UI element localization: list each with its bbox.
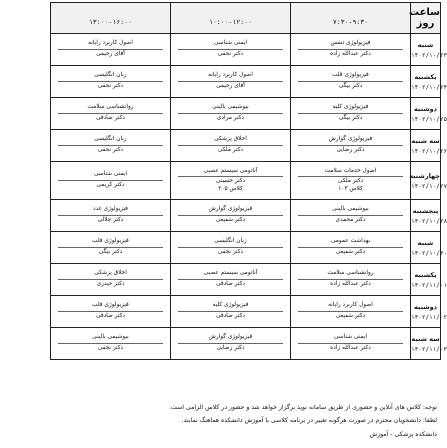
lesson-cell — [171, 328, 291, 360]
teacher-name: دکتر شفیعی — [335, 313, 366, 319]
teacher-name: دکتر عبدالله زاده — [330, 281, 371, 287]
course-name: ایمنی شناسی — [58, 171, 163, 181]
course-name: فیزیولوژی قلب — [58, 238, 163, 248]
teacher-name: دکتر رضایی — [336, 147, 365, 153]
teacher-name: دکتر نجفی — [97, 83, 124, 89]
course-name: اصول کاربرد رایانه — [178, 72, 283, 82]
schedule-row — [51, 296, 441, 328]
day-name: سه شنبه — [411, 334, 440, 343]
lesson-cell — [171, 34, 291, 66]
lesson-cell — [291, 232, 411, 264]
day-name: چهارشنبه — [409, 171, 440, 180]
day-date: ۱۴۰۲/۱۰/۲۳ — [411, 51, 447, 59]
course-name: فیزیولوژی گوارش — [298, 136, 403, 146]
note-line: دانشکده پزشکی - آموزش — [369, 430, 437, 438]
teacher-name: دکتر ملکی — [337, 178, 364, 185]
note-line: توجه: کلاس های آنلاین و حضوری از طریق سامانه نوید برگزار خواهد شد و حضور در کلاس الزامی است. — [169, 404, 437, 411]
course-name: بیوشیمی بالینی — [178, 104, 283, 114]
day-cell — [411, 98, 447, 130]
schedule-table — [50, 2, 447, 360]
day-cell — [411, 66, 447, 98]
day-cell — [411, 34, 447, 66]
day-date: ۱۴۰۲/۱۱/۰۳ — [411, 345, 447, 353]
teacher-name: دکتر نجفی — [217, 51, 244, 57]
teacher-name: دکتر بیگی — [338, 83, 363, 89]
note-line: لطفا: دانشجویان محترم در صورت هرگونه تغییر در برنامه کلاسی با آموزش دانشکده هماهنگ نمایند. — [181, 417, 437, 425]
schedule-row — [51, 232, 441, 264]
course-name: زبان انگلیسی — [58, 136, 163, 146]
schedule-row — [51, 34, 441, 66]
teacher-name: دکتر حسینی — [215, 178, 246, 185]
teacher-name: دکتر کریمی — [96, 182, 125, 188]
lesson-cell — [171, 264, 291, 296]
room-name: کلاس ۲۰۵ — [218, 185, 243, 192]
header-slot: ۱۰:۰۰-۱۲:۰۰ — [171, 3, 291, 34]
lesson-cell — [291, 296, 411, 328]
day-date: ۱۴۰۲/۱۰/۳۰ — [411, 249, 447, 257]
lesson-cell — [171, 200, 291, 232]
day-cell — [409, 162, 447, 200]
course-name: فیزیولوژی تنفس — [298, 40, 403, 50]
course-name: فیزیولوژی کلیه — [178, 302, 283, 312]
course-name: زبان انگلیسی — [178, 238, 283, 248]
teacher-name: دکتر بیگی — [338, 115, 363, 121]
teacher-name: دکتر صادقی — [95, 313, 125, 319]
lesson-cell — [51, 232, 171, 264]
day-cell — [411, 264, 447, 296]
day-date: ۱۴۰۲/۱۰/۲۸ — [411, 217, 447, 225]
lesson-cell — [291, 66, 411, 98]
lesson-cell — [291, 162, 411, 200]
lesson-cell — [51, 200, 171, 232]
course-name: زبان انگلیسی — [58, 72, 163, 82]
lesson-cell — [51, 66, 171, 98]
teacher-name: دکتر شفیعی — [335, 249, 366, 255]
teacher-name: دکتر ملکی — [217, 147, 244, 153]
day-date: ۱۴۰۲/۱۱/۰۱ — [411, 281, 447, 289]
schedule-row — [51, 328, 441, 360]
lesson-cell — [171, 296, 291, 328]
day-date: ۱۴۰۲/۱۰/۲۵ — [411, 115, 447, 123]
schedule-row — [51, 162, 441, 200]
lesson-cell — [171, 162, 291, 200]
day-cell — [411, 200, 447, 232]
lesson-cell — [171, 130, 291, 162]
lesson-cell — [291, 34, 411, 66]
day-name: یکشنبه — [414, 270, 437, 279]
lesson-cell — [51, 264, 171, 296]
teacher-name: دکتر صادقی — [215, 313, 245, 319]
teacher-name: دکتر شفیعی — [215, 217, 246, 223]
day-name: دوشنبه — [413, 104, 438, 113]
teacher-name: دکتر صادقی — [215, 281, 245, 287]
lesson-cell — [291, 130, 411, 162]
teacher-name: آقای رحیمی — [96, 51, 125, 57]
teacher-name: آقای رحیمی — [216, 83, 245, 89]
room-name: کلاس ۱۰۳ — [338, 185, 363, 192]
teacher-name: دکتر صادقی — [95, 115, 125, 121]
teacher-name: دکتر نجفی — [217, 249, 244, 255]
day-cell — [411, 130, 447, 162]
day-cell — [411, 328, 447, 360]
schedule-row — [51, 264, 441, 296]
day-name: دوشنبه — [413, 302, 438, 311]
notes — [8, 404, 437, 444]
day-date: ۱۴۰۲/۱۰/۲۴ — [411, 83, 447, 91]
day-date: ۱۴۰۲/۱۱/۰۲ — [411, 313, 447, 321]
course-name: روانشناسی سلامت — [58, 104, 163, 114]
course-name: فیزیولوژی قلب — [58, 302, 163, 312]
teacher-name: دکتر عبدالله زاده — [330, 345, 371, 351]
course-name: بهداشت عمومی — [298, 238, 403, 248]
course-name: فیزیولوژی کلیه — [298, 104, 403, 114]
lesson-cell — [171, 66, 291, 98]
day-cell — [411, 296, 447, 328]
course-name: ایمنی شناسی — [178, 40, 283, 50]
lesson-cell — [291, 328, 411, 360]
teacher-name: دکتر نجفی — [97, 345, 124, 351]
schedule-row — [51, 200, 441, 232]
lesson-cell — [51, 162, 171, 200]
course-name: بیوشیمی بالینی — [58, 334, 163, 344]
lesson-cell — [51, 98, 171, 130]
day-name: پنجشنبه — [412, 206, 439, 215]
course-name: اصول خدمات سلامت — [298, 168, 403, 178]
course-name: اخلاق پزشکی — [178, 136, 283, 146]
lesson-cell — [171, 98, 291, 130]
teacher-name: دکتر عبدالله زاده — [330, 51, 371, 57]
course-name: اصول کاربرد رایانه — [298, 302, 403, 312]
teacher-name: دکتر محمدی — [335, 217, 366, 223]
day-date: ۱۴۰۲/۱۰/۲۶ — [411, 147, 447, 155]
lesson-cell — [291, 200, 411, 232]
course-name: اخلاق پزشکی — [58, 270, 163, 280]
lesson-cell — [171, 232, 291, 264]
header-slot: ۱۳:۰۰-۱۶:۰۰ — [51, 3, 171, 34]
lesson-cell — [291, 98, 411, 130]
course-name: فیزیولوژی گوارش — [178, 334, 283, 344]
header-title: ساعت روز — [411, 3, 441, 34]
schedule-row — [51, 130, 441, 162]
lesson-cell — [51, 328, 171, 360]
day-name: شنبه — [417, 40, 434, 49]
day-cell — [411, 232, 447, 264]
course-name: فیزیولوژی غدد — [58, 206, 163, 216]
lesson-cell — [51, 296, 171, 328]
header-slot: ۷:۳۰-۹:۳۰ — [291, 3, 411, 34]
teacher-name: دکتر رضایی — [216, 345, 245, 351]
course-name: فیزیولوژی قلب — [298, 72, 403, 82]
teacher-name: دکتر نجفی — [97, 147, 124, 153]
schedule-row — [51, 98, 441, 130]
day-date: ۱۴۰۲/۱۰/۲۷ — [411, 182, 447, 190]
teacher-name: دکتر حیدری — [96, 281, 125, 287]
course-name: بیوشیمی بالینی — [298, 206, 403, 216]
course-name: ایمنی شناسی — [298, 334, 403, 344]
teacher-name: دکتر مرادی — [216, 115, 245, 121]
teacher-name: دکتر بیگی — [98, 249, 123, 255]
schedule-row — [51, 66, 441, 98]
header-row — [51, 3, 441, 34]
day-name: شنبه — [417, 238, 434, 247]
teacher-name: دکتر جلالی — [97, 217, 124, 223]
day-name: یکشنبه — [414, 72, 437, 81]
day-name: سه شنبه — [411, 136, 440, 145]
course-name: روانشناسی سلامت — [298, 270, 403, 280]
course-name: آناتومی سیستم عصبی — [178, 270, 283, 280]
course-name: اصول کاربرد رایانه — [58, 40, 163, 50]
course-name: فیزیولوژی گوارش — [178, 206, 283, 216]
course-name: آناتومی سیستم عصبی — [178, 168, 283, 178]
lesson-cell — [291, 264, 411, 296]
lesson-cell — [51, 34, 171, 66]
lesson-cell — [51, 130, 171, 162]
